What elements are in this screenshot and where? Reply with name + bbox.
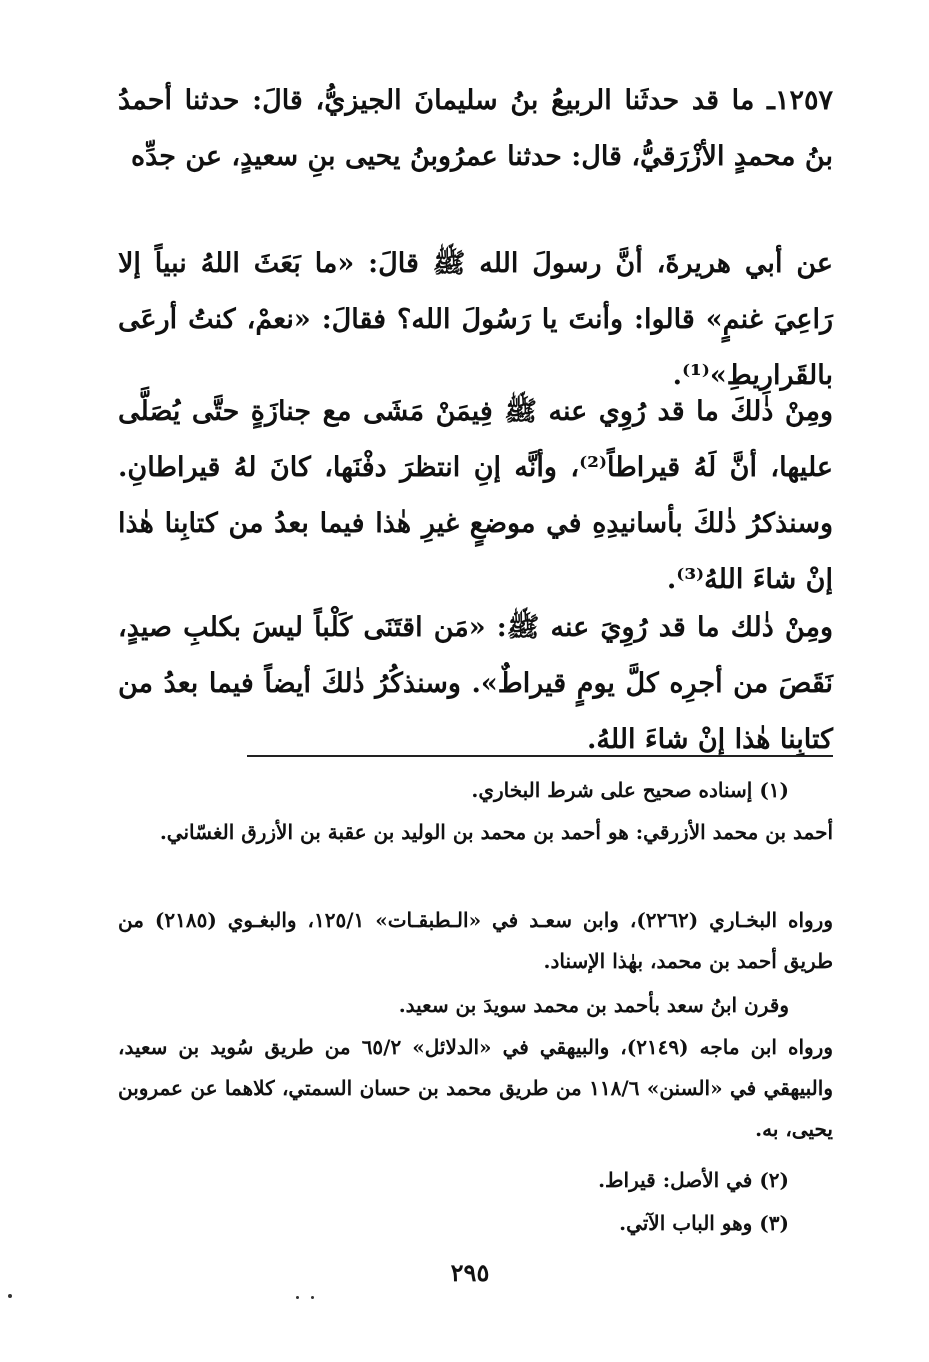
scan-speck: [311, 1296, 314, 1299]
footnote-1: (١) إسناده صحيح على شرط البخاري.: [471, 778, 789, 802]
scan-speck: [8, 1294, 12, 1298]
footnote-2: (٢) في الأصل: قيراط.: [598, 1168, 789, 1192]
hadith-paragraph-1257: ١٢٥٧ـ ما قد حدثَنا الربيعُ بنُ سليمانَ الجيزيُّ، قالَ: حدثنا أحمدُ بنُ محمدٍ الأزْرَقيُّ، قال: حدثنا عمرُوبنُ يحيى بنِ سعيدٍ، عن جدِّه: [118, 85, 833, 172]
footnote-1-sources-bukhari: ورواه البخـاري (٢٢٦٢)، وابن سعـد في «الـطبقـات» ١٢٥/١، والبغـوي (٢١٨٥) من طريق أحمد بن محمد، بهٰذا الإسناد.: [118, 908, 833, 973]
scan-speck: [296, 1296, 299, 1299]
commentary-paragraph-funeral: ومِنْ ذٰلكَ ما قد رُوِي عنه ﷺ فِيمَنْ مَشَى مع جنازَةٍ حتَّى يُصَلَّى عليها، أنَّ لَهُ قيراطاً⁽²⁾، وأنَّه إنِ انتظرَ دفْنَها، كانَ لهُ قيراطانِ. وسنذكرُ ذٰلكَ بأسانيدِهِ في موضعٍ غيرِ هٰذا فيما بعدُ من كتابِنا هٰذا إنْ شاءَ اللهُ⁽³⁾.: [118, 396, 833, 595]
commentary-paragraph-dog: ومِنْ ذٰلك ما قد رُوِيَ عنه ﷺ: «مَن اقتَنَى كَلْباً ليسَ بكلبِ صيدٍ، نَقَصَ من أجرِه كلَّ يومٍ قيراطٌ». وسنذكُرُ ذٰلكَ أيضاً فيما بعدُ من كتابِنا هٰذا إنْ شاءَ اللهُ.: [118, 612, 833, 755]
footnote-1-sources-ibn-majah: ورواه ابن ماجه (٢١٤٩)، والبيهقي في «الدلائل» ٦٥/٢ من طريق سُويد بن سعيد، والبيهقي في «السنن» ١١٨/٦ من طريق محمد بن حسان السمتي، كلاهما عن عمروبن يحيى، به.: [118, 1035, 833, 1141]
footnote-3: (٣) وهو الباب الآتي.: [619, 1211, 789, 1235]
footnote-divider: [247, 755, 833, 757]
page-number: ٢٩٥: [450, 1258, 490, 1287]
footnote-1-narrator-note: أحمد بن محمد الأزرقي: هو أحمد بن محمد بن الوليد بن عقبة بن الأزرق الغسّاني.: [159, 820, 833, 844]
footnote-1-ibn-saad: وقرن ابنُ سعد بأحمد بن محمد سويدَ بن سعيد.: [398, 993, 789, 1017]
hadith-text-paragraph: عن أبي هريرةَ، أنَّ رسولَ الله ﷺ قالَ: «ما بَعَثَ اللهُ نبياً إلا رَاعِيَ غنمٍ» قالوا: وأنتَ يا رَسُولَ الله؟ فقالَ: «نعمْ، كنتُ أرعَى بالقَرارِيطِ»⁽¹⁾.: [118, 248, 833, 391]
